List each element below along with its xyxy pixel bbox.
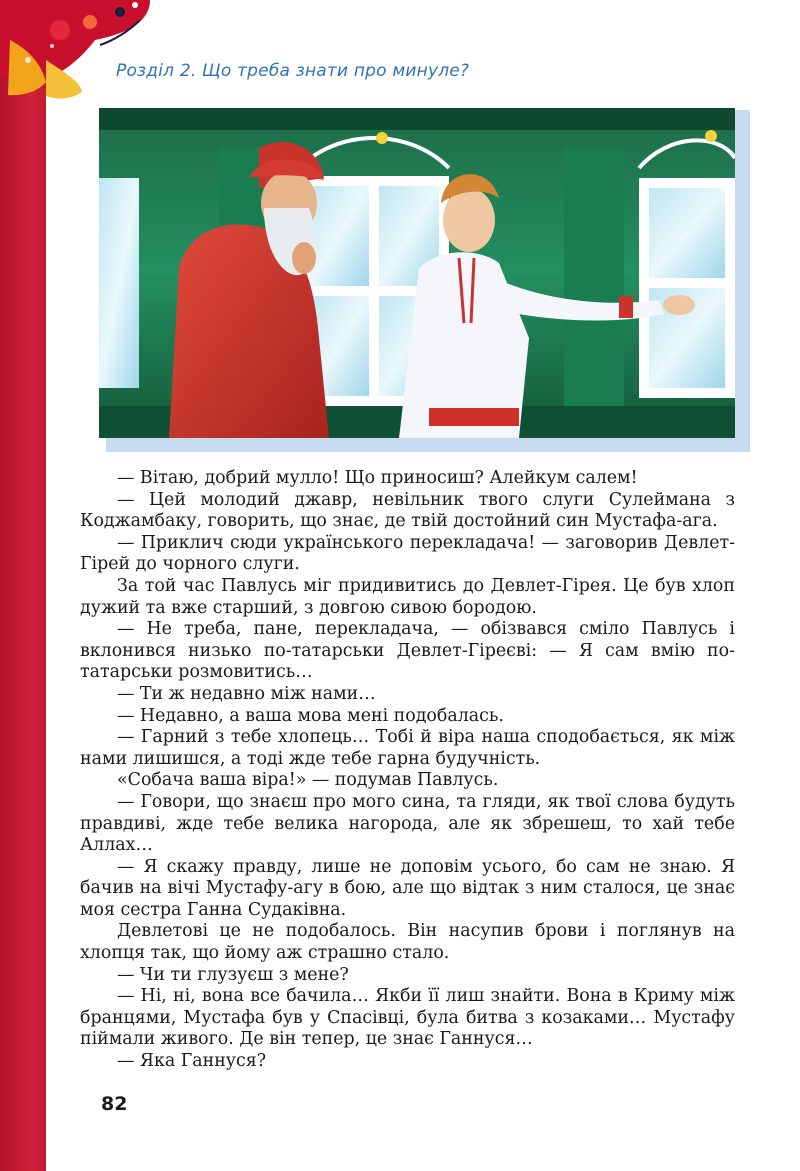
- paragraph: — Яка Ганнуся?: [117, 1051, 267, 1072]
- paragraph: — Ти ж недавно між нами…: [117, 683, 376, 704]
- paragraph: — Я скажу правду, лише не доповім усього, бо сам не знаю. Я бачив на вічі Мустафу-агу в бою, але що відтак з ним сталося, це знає моя сестра Ганна Судаківна.: [80, 856, 735, 920]
- story-text: [80, 468, 735, 1073]
- paragraph: — Чи ти глузуєш з мене?: [117, 964, 349, 985]
- paragraph: — Цей молодий джавр, невільник твого слуги Сулеймана з Коджамбаку, говорить, що знає, де твій достойний син Мустафа-ага.: [80, 489, 735, 532]
- paragraph: — Говори, що знаєш про мого сина, та гляди, як твої слова будуть правдиві, жде тебе велика нагорода, але як збрешеш, то хай тебе Аллах…: [80, 791, 735, 856]
- paragraph: Девлетові це не подобалось. Він насупив брови і поглянув на хлопця так, що йому аж страшно стало.: [80, 921, 735, 964]
- page-number: 82: [101, 1093, 128, 1115]
- red-side-band: [0, 0, 46, 1171]
- story-illustration: [99, 108, 735, 438]
- folk-ornament-decoration: [0, 0, 180, 110]
- paragraph: — Приклич сюди українського перекладача! — заговорив Девлет-Гірей до чорного слуги.: [80, 532, 735, 575]
- paragraph: — Гарний з тебе хлопець… Тобі й віра наша сподобається, як між нами лишишся, а тоді жде тебе гарна будучність.: [80, 727, 735, 769]
- paragraph: — Ні, ні, вона все бачила… Якби її лиш знайти. Вона в Криму між бранцями, Мустафа був у Спасівці, була битва з козаками… Мустафу піймали живого. Де він тепер, це знає Ганнуся…: [80, 986, 735, 1050]
- section-title: Розділ 2. Що треба знати про минуле?: [116, 61, 470, 81]
- paragraph: — Вітаю, добрий мулло! Що приносиш? Алейкум салем!: [117, 468, 638, 488]
- paragraph: «Собача ваша віра!» — подумав Павлусь.: [117, 770, 499, 791]
- paragraph: — Недавно, а ваша мова мені подобалась.: [117, 705, 504, 726]
- paragraph: За той час Павлусь міг придивитись до Девлет-Гірея. Це був хлоп дужий та вже старший, з довгою сивою бородою.: [80, 575, 735, 618]
- paragraph: — Не треба, пане, перекладача, — обізвався сміло Павлусь і вклонився низько по-татарськи Девлет-Гіреєві: — Я сам вмію по-татарськи розмовитись…: [80, 619, 735, 683]
